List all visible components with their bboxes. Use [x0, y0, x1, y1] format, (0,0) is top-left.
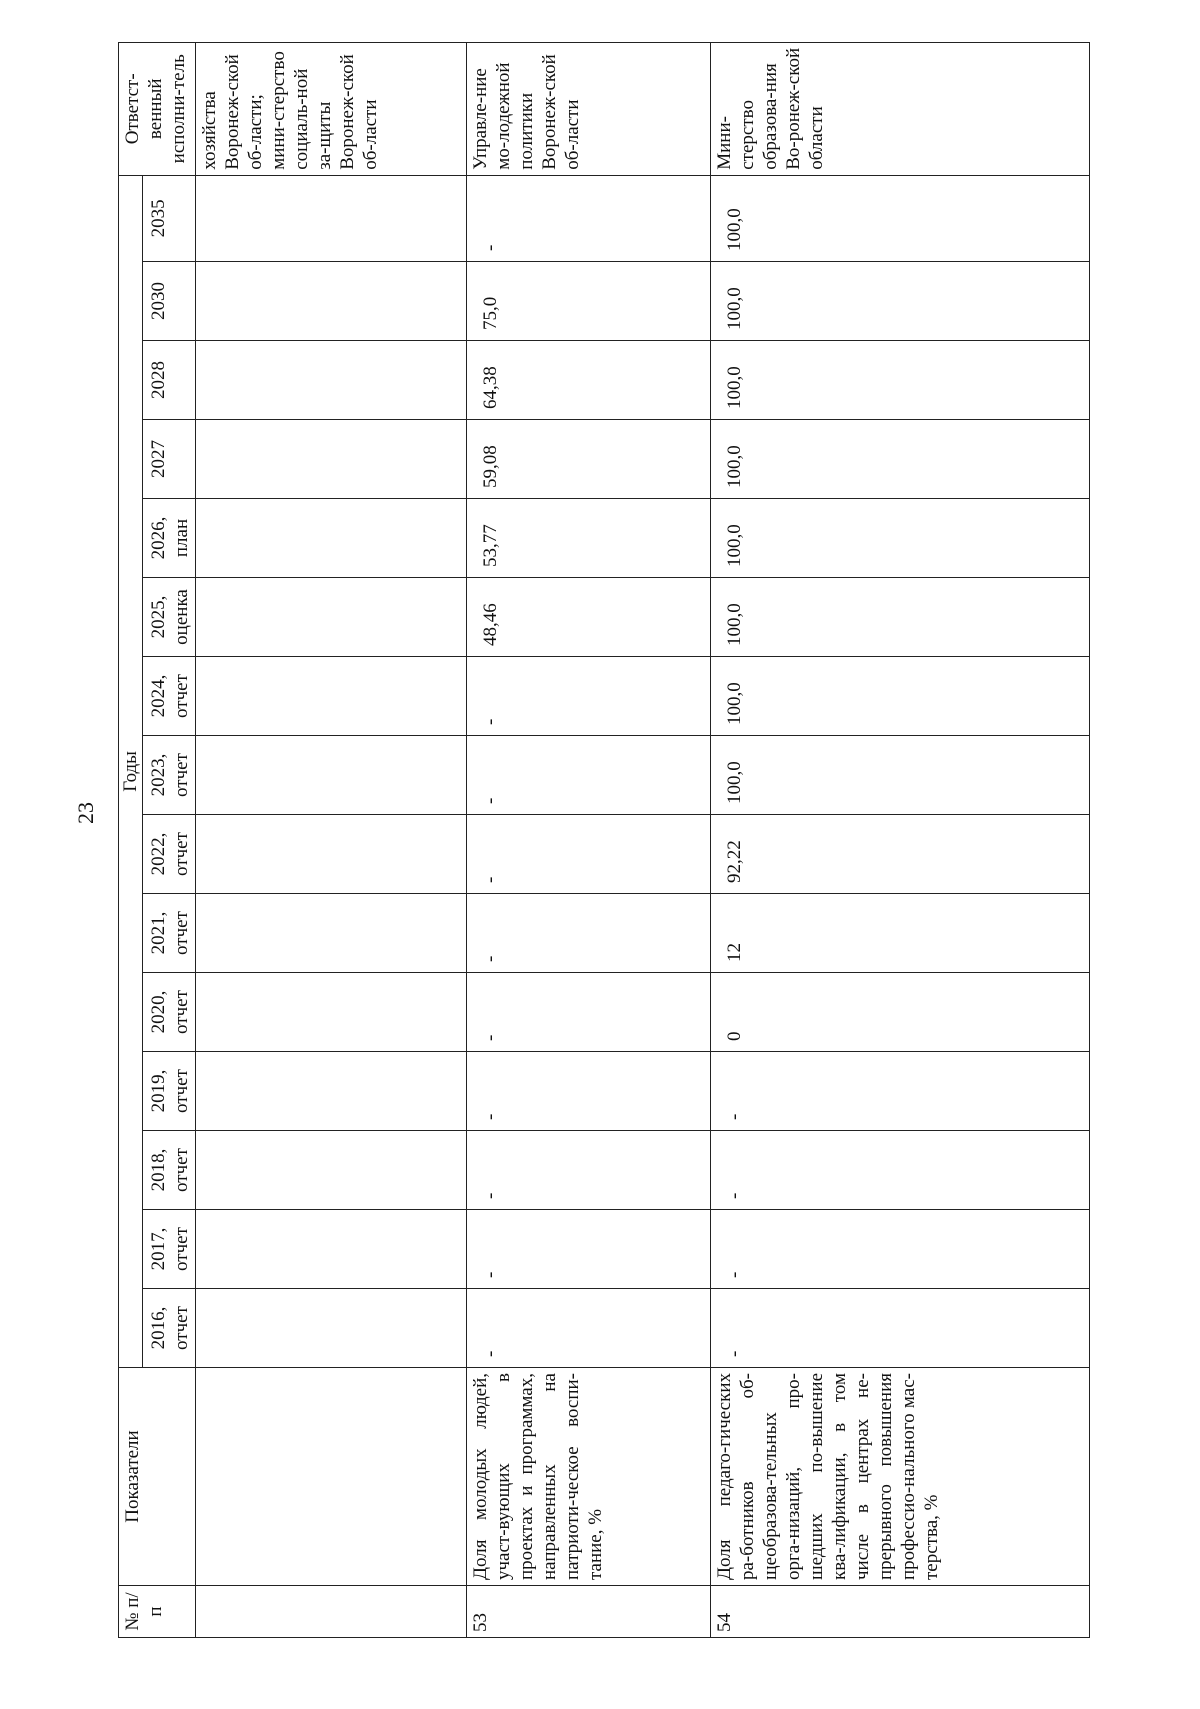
cell-value: - [710, 1131, 1089, 1210]
cell-value: - [710, 1289, 1089, 1368]
cell-value: - [466, 973, 710, 1052]
header-year: 2028 [143, 341, 196, 420]
cell-indicator: Доля молодых людей, участ-вующих в проектах и программах, направленных на патриоти-ческое воспи-тание, % [466, 1368, 710, 1586]
cell-value: - [466, 1131, 710, 1210]
cell-value: - [710, 1052, 1089, 1131]
cell-value: - [466, 1289, 710, 1368]
indicators-table [118, 42, 1090, 1638]
cell-value: 0 [710, 973, 1089, 1052]
header-year: 2024, отчет [143, 657, 196, 736]
cell-value: - [466, 815, 710, 894]
cell-value: 100,0 [710, 736, 1089, 815]
cell-indicator: Доля педаго-гических ра-ботников об-щеобразова-тельных орга-низаций, про-шедших по-вышение ква-лификации, в том числе в центрах не-прерывного повышения профессио-нального мас-терства, % [710, 1368, 1089, 1586]
header-year: 2016, отчет [143, 1289, 196, 1368]
cell-value: 12 [710, 894, 1089, 973]
cell-value: 92,22 [710, 815, 1089, 894]
cell-value: 100,0 [710, 657, 1089, 736]
header-year: 2021, отчет [143, 894, 196, 973]
cell-value: 100,0 [710, 262, 1089, 341]
header-year: 2030 [143, 262, 196, 341]
header-year: 2026, план [143, 499, 196, 578]
header-year: 2022, отчет [143, 815, 196, 894]
header-year: 2023, отчет [143, 736, 196, 815]
cell-value: 75,0 [466, 262, 710, 341]
rotated-table-container [118, 47, 1090, 1638]
cell-value: 100,0 [710, 175, 1089, 261]
cell-num: 53 [466, 1586, 710, 1638]
page-number: 23 [73, 802, 98, 824]
cell-value: - [466, 1210, 710, 1289]
header-year: 2027 [143, 420, 196, 499]
header-year: 2018, отчет [143, 1131, 196, 1210]
cell-value: 48,46 [466, 578, 710, 657]
cell-value: 100,0 [710, 499, 1089, 578]
table-row [466, 42, 710, 1637]
table-row [710, 42, 1089, 1637]
header-num: № п/п [119, 1586, 196, 1638]
header-year: 2035 [143, 175, 196, 261]
cell-value: 100,0 [710, 341, 1089, 420]
cell-value: - [466, 657, 710, 736]
cell-executor: Мини-стерство образова-ния Во-ронеж-ской области [710, 42, 1089, 175]
cell-value: - [710, 1210, 1089, 1289]
cell-value: - [466, 1052, 710, 1131]
header-year: 2025, оценка [143, 578, 196, 657]
cell-num: 54 [710, 1586, 1089, 1638]
cell-value: - [466, 894, 710, 973]
header-years-group: Годы [119, 175, 143, 1367]
header-executor: Ответст-венный исполни-тель [119, 42, 196, 175]
header-year: 2019, отчет [143, 1052, 196, 1131]
cell-value: 53,77 [466, 499, 710, 578]
header-indicators: Показатели [119, 1368, 196, 1586]
cell-value: - [466, 175, 710, 261]
cell-value: - [466, 736, 710, 815]
cell-value: 100,0 [710, 578, 1089, 657]
table-row-continuation [196, 42, 467, 1637]
cell-indicator [196, 1368, 467, 1586]
cell-value: 59,08 [466, 420, 710, 499]
cell-executor: хозяйства Воронеж-ской об-ласти; мини-стерство социаль-ной за-щиты Воронеж-ской об-ласти [196, 42, 467, 175]
cell-executor: Управле-ние мо-лодежной политики Воронеж-ской об-ласти [466, 42, 710, 175]
cell-value: 100,0 [710, 420, 1089, 499]
header-year: 2020, отчет [143, 973, 196, 1052]
header-year: 2017, отчет [143, 1210, 196, 1289]
cell-num [196, 1586, 467, 1638]
cell-value: 64,38 [466, 341, 710, 420]
